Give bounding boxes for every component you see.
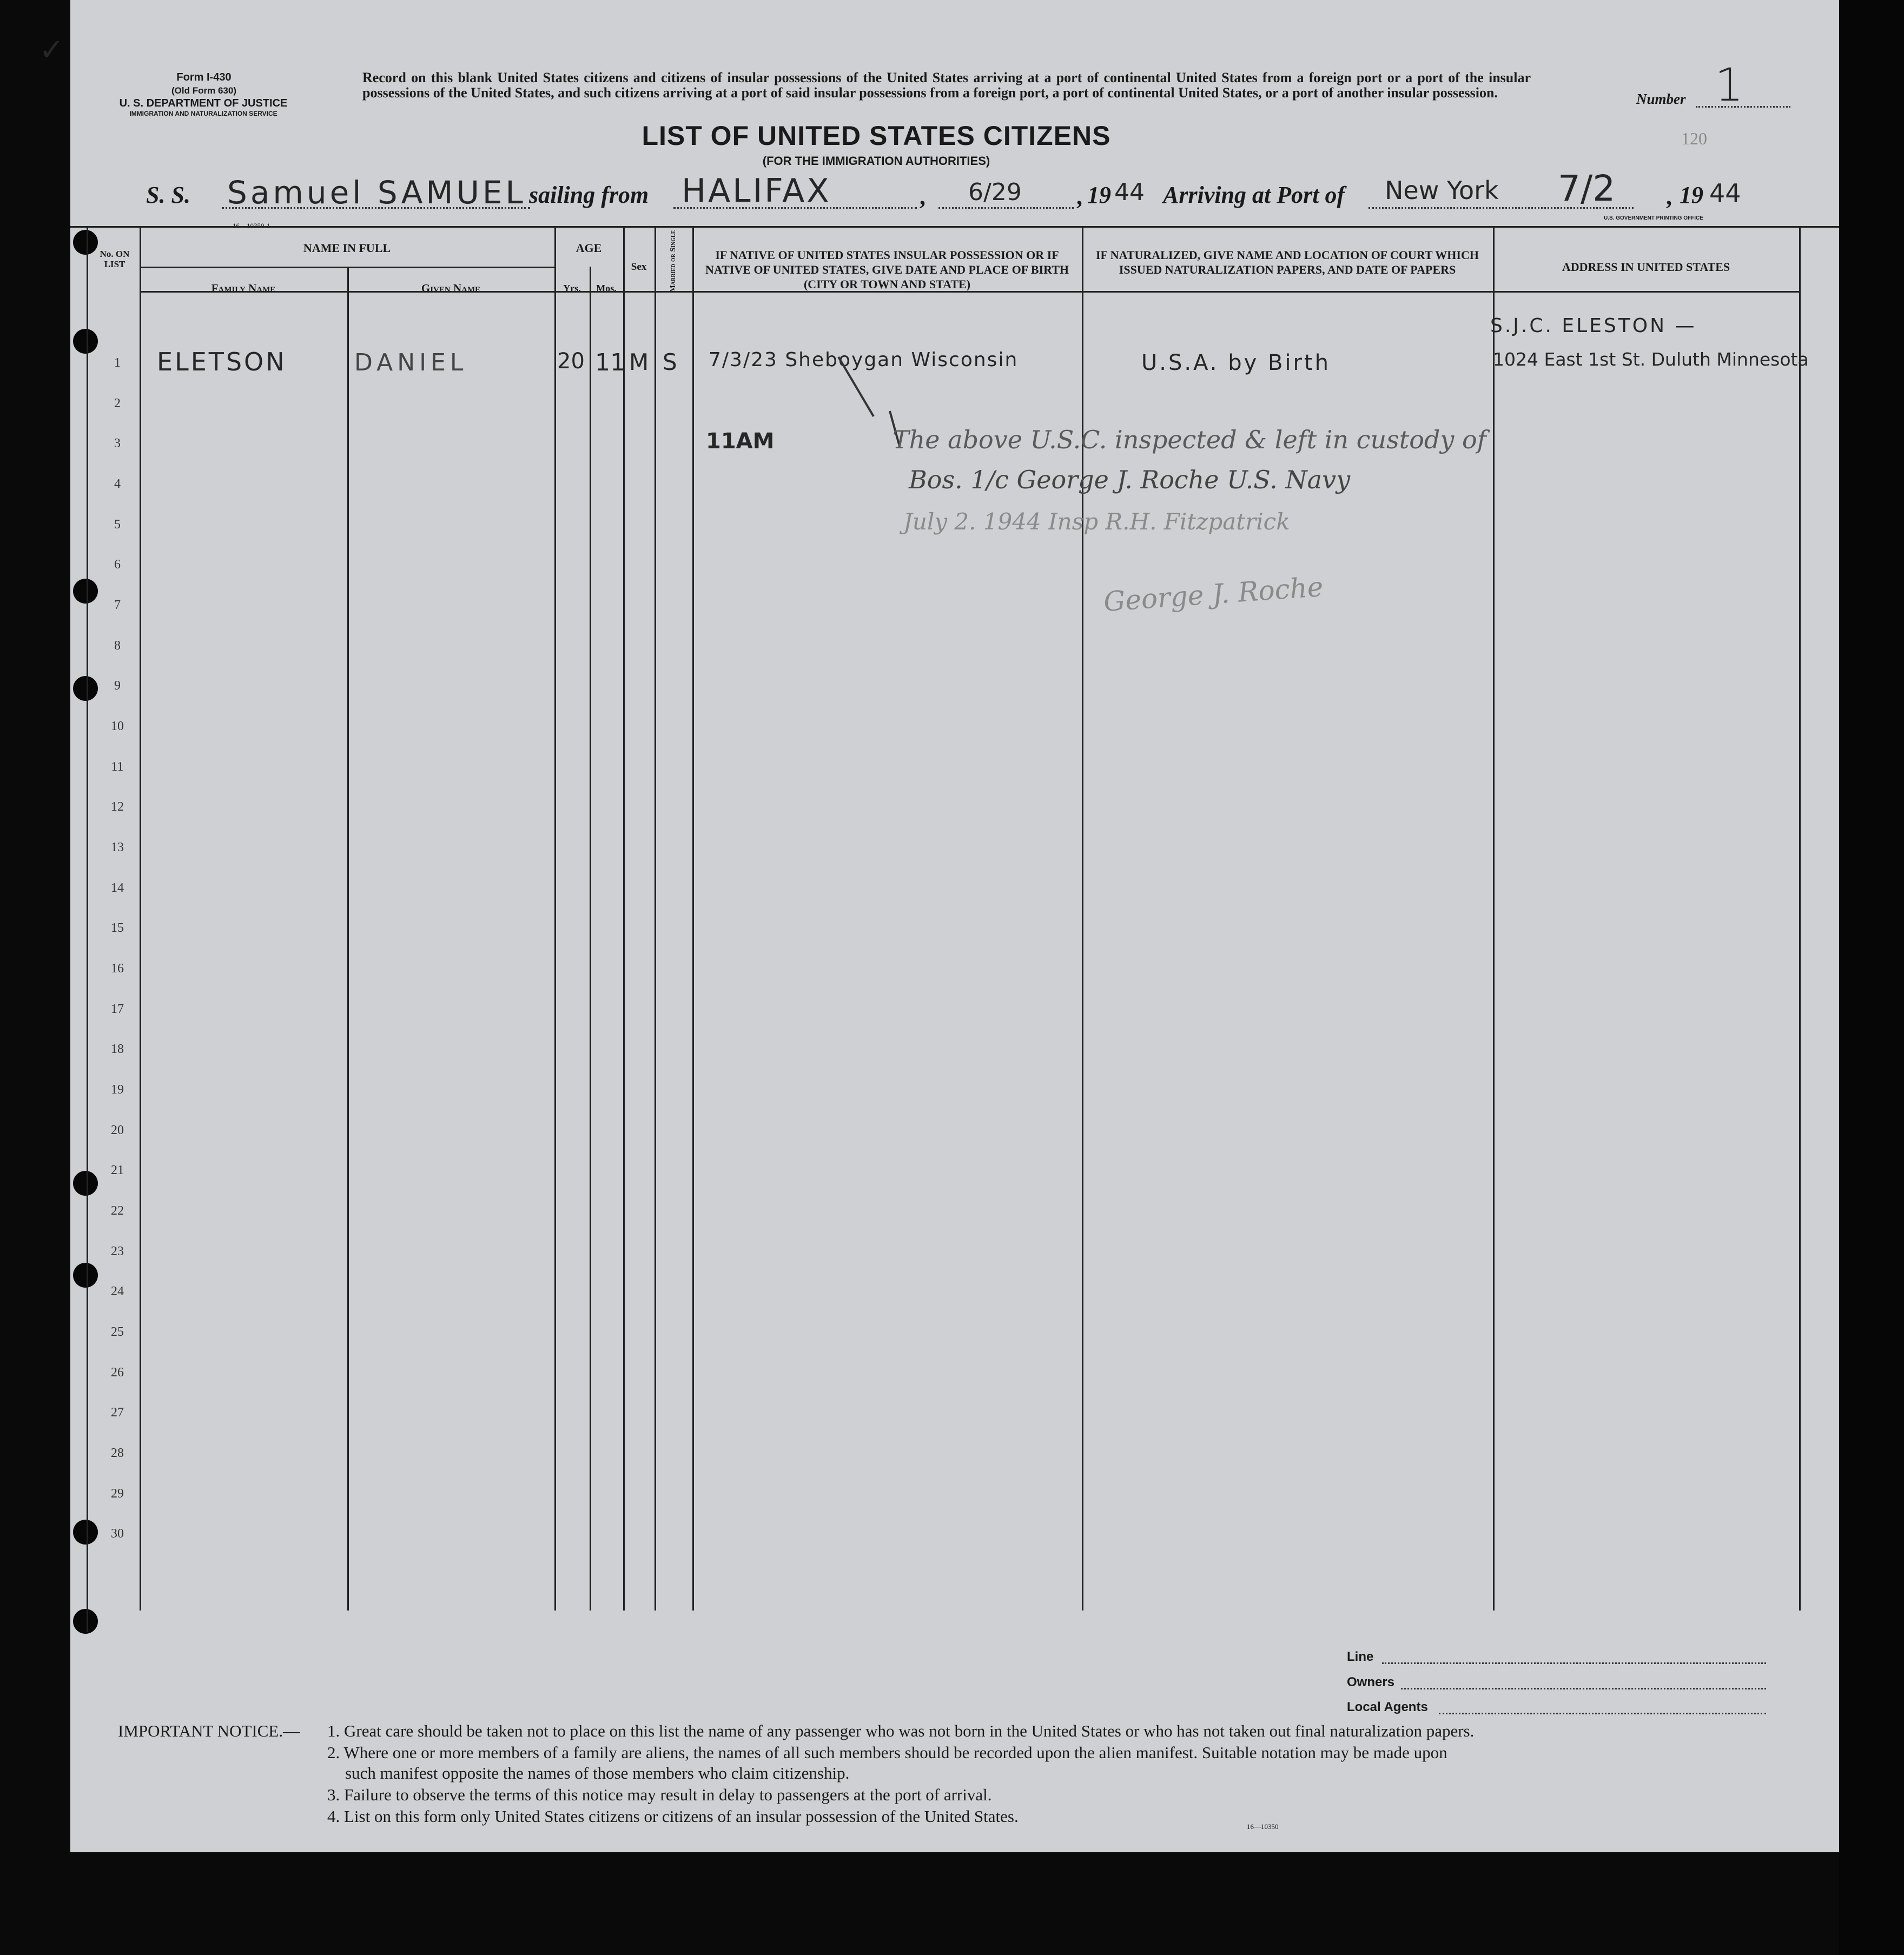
stamp-number: 120: [1681, 129, 1707, 148]
printing-office: U.S. GOVERNMENT PRINTING OFFICE: [1604, 215, 1703, 221]
annotation-line2: Bos. 1/c George J. Roche U.S. Navy: [909, 465, 1351, 494]
entry-age-months: 11: [595, 349, 625, 376]
depart-date: 6/29: [968, 178, 1022, 206]
inspection-time: 11AM: [706, 429, 775, 454]
agents-line-field: [1382, 1662, 1766, 1664]
col-rule: [1493, 226, 1495, 1611]
year-prefix: 19: [1680, 182, 1703, 208]
row-number: 2: [114, 396, 121, 410]
notice-item-4: 4. List on this form only United States citizens or citizens of an insular possession of the United States.: [327, 1807, 1019, 1826]
comma: ,: [920, 183, 925, 210]
entry-marital: S: [663, 349, 677, 375]
entry-family-name: ELETSON: [157, 347, 287, 376]
row-number: 10: [111, 719, 124, 733]
col-address: ADDRESS IN UNITED STATES: [1562, 260, 1730, 274]
entry-address-line1: S.J.C. ELESTON —: [1490, 315, 1697, 337]
agents-owners-label: Owners: [1347, 1675, 1395, 1689]
agents-owners-field: [1401, 1688, 1766, 1689]
col-age: AGE: [576, 241, 602, 255]
col-rule: [347, 267, 349, 1611]
depart-year: 44: [1114, 178, 1145, 206]
row-number: 7: [114, 598, 121, 612]
instructions: Record on this blank United States citizens and citizens of insular possessions of the United States arriving at a port of continental United States from a foreign port or a port of the insular possessions of the United States, and such citizens arriving at a port of said insular possessions from a foreign port, a port of continental United States, or a port of another insular possession.: [362, 70, 1531, 101]
entry-age-years: 20: [557, 349, 585, 374]
ss-label: S. S.: [146, 182, 190, 208]
table-top-border: [70, 226, 1839, 228]
signature: George J. Roche: [1102, 571, 1325, 618]
col-mos: Mos.: [596, 283, 617, 294]
col-rule: [1799, 226, 1801, 1611]
row-number: 5: [114, 518, 121, 532]
col-rule: [692, 226, 694, 1611]
comma: ,: [1666, 183, 1672, 210]
row-number: 21: [111, 1163, 124, 1177]
notice-item-1: 1. Great care should be taken not to place on this list the name of any passenger who was not born in the United States or who has not taken out final naturalization papers.: [327, 1721, 1475, 1740]
from-port-line: [673, 207, 917, 209]
annotation-line1: The above U.S.C. inspected & left in custody of: [892, 425, 1486, 454]
depart-date-line: [938, 207, 1074, 209]
row-number: 3: [114, 436, 121, 450]
punch-hole: [73, 676, 98, 701]
arrival-year: 44: [1709, 178, 1741, 208]
row-number: 28: [111, 1446, 124, 1460]
old-form: (Old Form 630): [171, 85, 236, 96]
print-code: 16—10350-1: [233, 222, 270, 230]
row-number: 17: [111, 1002, 124, 1016]
form-id: Form I-430: [176, 71, 232, 83]
row-number: 30: [111, 1527, 124, 1541]
entry-birth: 7/3/23 Sheboygan Wisconsin: [709, 349, 1019, 371]
col-rule: [140, 226, 141, 1611]
row-number: 25: [111, 1325, 124, 1339]
row-number: 4: [114, 477, 121, 491]
row-number: 8: [114, 639, 121, 653]
col-family-name: Family Name: [211, 282, 276, 295]
punch-hole: [73, 1171, 98, 1196]
ship-line: [222, 207, 530, 209]
col-rule: [590, 267, 591, 1611]
agents-line-label: Line: [1347, 1649, 1374, 1664]
col-rule: [654, 226, 656, 1611]
row-number: 16: [111, 962, 124, 976]
row-number: 26: [111, 1366, 124, 1380]
row-number: 15: [111, 921, 124, 935]
year-prefix: 19: [1087, 182, 1111, 208]
comma: ,: [1076, 183, 1082, 210]
row-number: 23: [111, 1244, 124, 1258]
punch-hole: [73, 1609, 98, 1634]
row-number: 24: [111, 1284, 124, 1298]
col-given-name: Given Name: [421, 282, 481, 295]
arriving-label: Arriving at Port of: [1163, 182, 1345, 208]
col-sex: Sex: [631, 261, 647, 273]
row-number: 12: [111, 800, 124, 814]
department: U. S. DEPARTMENT OF JUSTICE: [119, 97, 288, 109]
footer-code: 16—10350: [1247, 1823, 1279, 1831]
notice-heading: IMPORTANT NOTICE.—: [118, 1721, 300, 1740]
page-subtitle: (FOR THE IMMIGRATION AUTHORITIES): [762, 154, 990, 168]
row-number: 13: [111, 840, 124, 854]
number-value: 1: [1715, 58, 1744, 111]
scan-border: [1839, 0, 1904, 1955]
row-number: 27: [111, 1406, 124, 1420]
entry-sex: M: [629, 349, 649, 375]
punch-hole: [73, 230, 98, 255]
row-number: 18: [111, 1042, 124, 1056]
col-rule: [87, 226, 88, 1632]
notice-item-2-cont: such manifest opposite the names of those members who claim citizenship.: [345, 1764, 850, 1782]
col-marital-status: [661, 230, 686, 306]
row-number: 6: [114, 558, 121, 572]
col-birth-info: IF NATIVE OF UNITED STATES INSULAR POSSESSION OR IF NATIVE OF UNITED STATES, GIVE DATE AND PLACE OF BIRTH (CITY OR TOWN AND STATE): [705, 248, 1069, 291]
punch-hole: [73, 579, 98, 604]
col-naturalization: IF NATURALIZED, GIVE NAME AND LOCATION OF COURT WHICH ISSUED NATURALIZATION PAPERS, AND DATE OF PAPERS: [1096, 248, 1479, 276]
page-title: LIST OF UNITED STATES CITIZENS: [642, 121, 1111, 151]
notice-item-3: 3. Failure to observe the terms of this notice may result in delay to passengers at the port of arrival.: [327, 1785, 992, 1804]
service: IMMIGRATION AND NATURALIZATION SERVICE: [129, 110, 277, 117]
arrival-port: New York: [1385, 176, 1499, 205]
col-rule: [554, 226, 556, 1611]
punch-hole: [73, 1263, 98, 1288]
row-number: 19: [111, 1083, 124, 1097]
row-number: 11: [111, 760, 124, 774]
from-port: HALIFAX: [682, 172, 831, 210]
entry-naturalization: U.S.A. by Birth: [1141, 350, 1331, 375]
agents-local-label: Local Agents: [1347, 1700, 1428, 1714]
agents-local-field: [1439, 1713, 1766, 1714]
margin-check-mark: ✓: [39, 32, 64, 68]
row-number: 20: [111, 1123, 124, 1137]
annotation-line3: July 2. 1944 Insp R.H. Fitzpatrick: [903, 508, 1290, 535]
row-number: 1: [114, 356, 121, 370]
row-number: 22: [111, 1204, 124, 1218]
number-label: Number: [1636, 91, 1686, 107]
col-name-in-full: NAME IN FULL: [303, 241, 391, 255]
arrival-date: 7/2: [1558, 168, 1616, 209]
row-number: 29: [111, 1487, 124, 1501]
col-yrs: Yrs.: [563, 283, 581, 294]
entry-address-line2: 1024 East 1st St. Duluth Minnesota: [1493, 349, 1809, 370]
punch-hole: [73, 329, 98, 354]
col-no-on-list: No. ON LIST: [100, 249, 130, 269]
entry-given-name: DANIEL: [354, 349, 468, 376]
punch-hole: [73, 1520, 98, 1545]
row-number: 9: [114, 679, 121, 693]
notice-item-2: 2. Where one or more members of a family are aliens, the names of all such members should be recorded upon the alien manifest. Suitable notation may be made upon: [327, 1743, 1447, 1762]
col-marital-status-label: Married or Single: [669, 230, 677, 293]
sailing-label: sailing from: [529, 182, 649, 208]
col-rule: [623, 226, 625, 1611]
ship-name: Samuel SAMUEL: [227, 174, 526, 211]
row-number: 14: [111, 881, 124, 895]
